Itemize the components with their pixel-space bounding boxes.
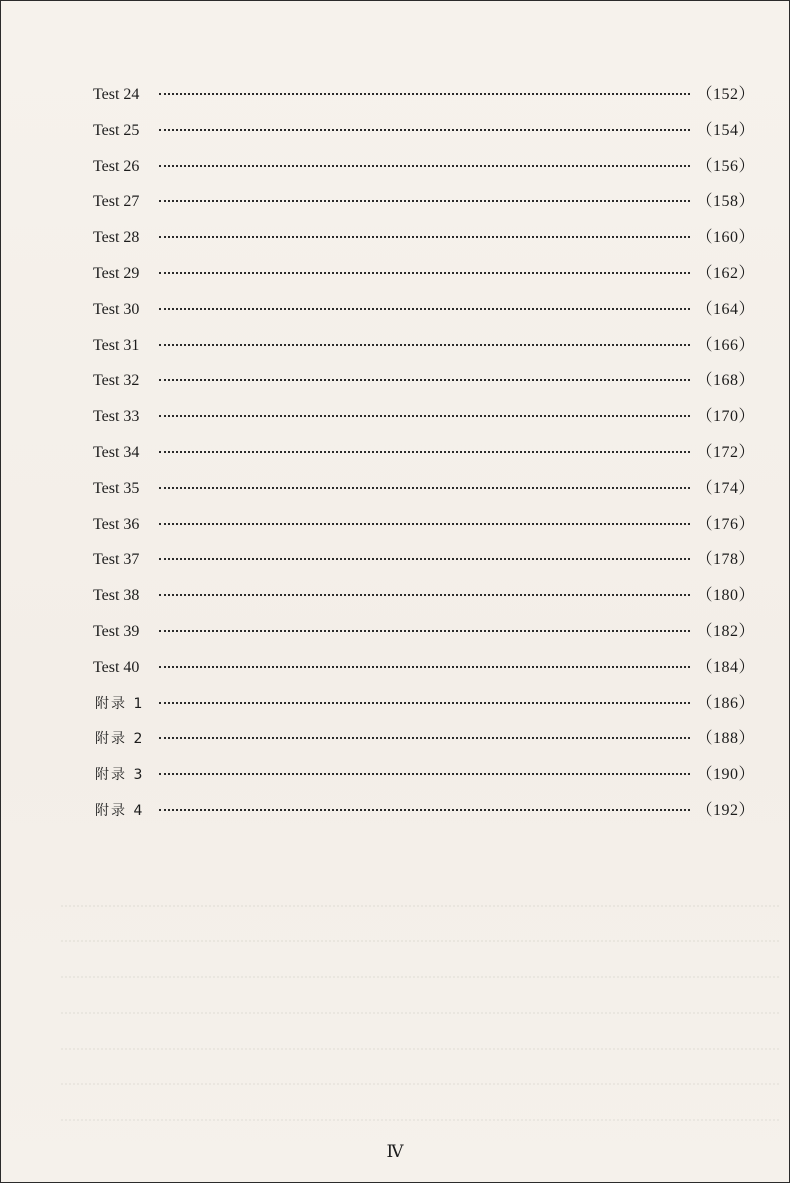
toc-entry-page: （176） [696, 515, 755, 533]
bleed-through-line [61, 883, 779, 907]
toc-entry-page: （164） [696, 300, 755, 318]
dot-leader [159, 666, 690, 668]
bleed-through-line [61, 990, 779, 1014]
toc-entry [93, 84, 755, 120]
toc-entry-page: （192） [696, 801, 755, 819]
toc-entry-page: （170） [696, 408, 755, 426]
bleed-through-line [61, 918, 779, 942]
toc-entry [93, 299, 755, 335]
toc-entry-page: （168） [696, 372, 755, 390]
toc-entry-label: Test 31 [93, 336, 140, 354]
page-number: Ⅳ [386, 1142, 404, 1161]
toc-entry-page: （186） [696, 694, 755, 712]
toc-entry-label: Test 28 [93, 229, 140, 247]
toc-entry [93, 442, 755, 478]
toc-entry [93, 549, 755, 585]
toc-entry-page: （156） [696, 157, 755, 175]
toc-entry-label: Test 33 [93, 408, 140, 426]
toc-entry [93, 120, 755, 156]
toc-entry-page: （160） [696, 229, 755, 247]
dot-leader [159, 737, 690, 739]
dot-leader [159, 415, 690, 417]
dot-leader [159, 379, 690, 381]
dot-leader [159, 594, 690, 596]
toc-entry-label: 附录 2 [95, 731, 145, 748]
toc-entry-label: Test 32 [93, 372, 140, 390]
toc-entry [93, 693, 755, 729]
toc-entry-label: Test 30 [93, 300, 140, 318]
toc-entry [93, 156, 755, 192]
dot-leader [159, 487, 690, 489]
dot-leader [159, 702, 690, 704]
toc-entry [93, 514, 755, 550]
dot-leader [159, 165, 690, 167]
bleed-through-line [61, 954, 779, 978]
dot-leader [159, 93, 690, 95]
toc-entry-page: （190） [696, 766, 755, 784]
toc-entry-label: Test 24 [93, 86, 140, 103]
dot-leader [159, 773, 690, 775]
bleed-through-line [61, 1026, 779, 1050]
toc-entry [93, 800, 755, 836]
toc-entry-page: （188） [696, 730, 755, 748]
toc-entry-page: （166） [696, 336, 755, 354]
toc-entry [93, 406, 755, 442]
toc-entry [93, 657, 755, 693]
toc-entry-label: Test 38 [93, 587, 140, 605]
dot-leader [159, 451, 690, 453]
dot-leader [159, 129, 690, 131]
toc-entry-page: （182） [696, 622, 755, 640]
toc-entry-label: Test 25 [93, 121, 140, 139]
toc-entry [93, 335, 755, 371]
toc-entry-page: （154） [696, 121, 755, 139]
toc-entry-page: （152） [696, 86, 755, 103]
toc-entry-label: 附录 1 [95, 695, 145, 712]
toc-entry-label: Test 27 [93, 193, 140, 211]
toc-entry [93, 621, 755, 657]
toc-entry [93, 227, 755, 263]
toc-entry-page: （158） [696, 193, 755, 211]
dot-leader [159, 344, 690, 346]
toc-entry [93, 585, 755, 621]
toc-entry [93, 191, 755, 227]
toc-entry-label: 附录 4 [95, 802, 145, 819]
dot-leader [159, 630, 690, 632]
toc-entry [93, 263, 755, 299]
toc-entry-page: （174） [696, 479, 755, 497]
dot-leader [159, 558, 690, 560]
toc-entry-label: Test 29 [93, 264, 140, 282]
toc-entry-label: Test 26 [93, 157, 140, 175]
dot-leader [159, 200, 690, 202]
toc-entry-label: Test 35 [93, 479, 140, 497]
dot-leader [159, 809, 690, 811]
toc-entry-label: Test 40 [93, 658, 140, 676]
dot-leader [159, 308, 690, 310]
toc-entry [93, 728, 755, 764]
toc-entry-label: Test 36 [93, 515, 140, 533]
toc-entry-page: （184） [696, 658, 755, 676]
dot-leader [159, 272, 690, 274]
toc-entry-page: （162） [696, 264, 755, 282]
toc-entry [93, 478, 755, 514]
toc-entry-page: （178） [696, 551, 755, 569]
toc-entry-page: （172） [696, 443, 755, 461]
toc-entry-label: Test 39 [93, 622, 140, 640]
dot-leader [159, 523, 690, 525]
toc-entry-label: Test 34 [93, 443, 140, 461]
table-of-contents [93, 84, 755, 836]
toc-entry [93, 370, 755, 406]
bleed-through-line [61, 1061, 779, 1085]
toc-entry-label: 附录 3 [95, 767, 145, 784]
toc-entry [93, 764, 755, 800]
toc-entry-label: Test 37 [93, 551, 140, 569]
dot-leader [159, 236, 690, 238]
bleed-through-line [61, 1097, 779, 1121]
toc-entry-page: （180） [696, 587, 755, 605]
